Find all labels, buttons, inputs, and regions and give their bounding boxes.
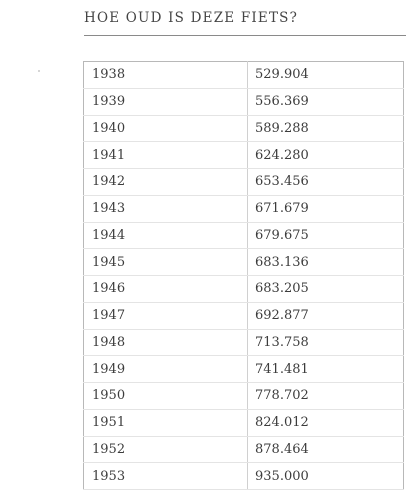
- year-cell: 1946: [84, 276, 248, 303]
- serial-number-cell: 778.702: [248, 383, 404, 410]
- year-cell: 1951: [84, 409, 248, 436]
- serial-number-cell: 624.280: [248, 142, 404, 169]
- serial-number-cell: 529.904: [248, 62, 404, 89]
- year-cell: 1949: [84, 356, 248, 383]
- serial-number-cell: 671.679: [248, 195, 404, 222]
- year-cell: 1939: [84, 88, 248, 115]
- table-row: [84, 329, 404, 356]
- year-cell: 1953: [84, 463, 248, 490]
- year-cell: 1940: [84, 115, 248, 142]
- table-row: [84, 356, 404, 383]
- table-row: [84, 195, 404, 222]
- serial-number-cell: 878.464: [248, 436, 404, 463]
- serial-number-cell: 741.481: [248, 356, 404, 383]
- year-cell: 1952: [84, 436, 248, 463]
- year-cell: 1938: [84, 62, 248, 89]
- year-cell: 1944: [84, 222, 248, 249]
- serial-number-cell: 683.136: [248, 249, 404, 276]
- year-cell: 1943: [84, 195, 248, 222]
- table-row: [84, 276, 404, 303]
- page-title: HOE OUD IS DEZE FIETS?: [84, 10, 299, 26]
- year-cell: 1950: [84, 383, 248, 410]
- serial-number-cell: 692.877: [248, 302, 404, 329]
- year-serial-table: [83, 61, 404, 490]
- table-row: [84, 436, 404, 463]
- table-row: [84, 62, 404, 89]
- year-cell: 1941: [84, 142, 248, 169]
- serial-number-cell: 679.675: [248, 222, 404, 249]
- page-speck: [38, 70, 40, 72]
- year-cell: 1948: [84, 329, 248, 356]
- serial-number-cell: 713.758: [248, 329, 404, 356]
- table-row: [84, 249, 404, 276]
- year-cell: 1947: [84, 302, 248, 329]
- serial-number-cell: 683.205: [248, 276, 404, 303]
- table-row: [84, 383, 404, 410]
- serial-number-cell: 589.288: [248, 115, 404, 142]
- table-row: [84, 302, 404, 329]
- title-divider: [84, 35, 406, 36]
- year-cell: 1942: [84, 169, 248, 196]
- table-row: [84, 169, 404, 196]
- table-row: [84, 463, 404, 490]
- table-row: [84, 115, 404, 142]
- serial-number-cell: 556.369: [248, 88, 404, 115]
- table-body: [84, 62, 404, 490]
- serial-number-cell: 824.012: [248, 409, 404, 436]
- serial-number-cell: 653.456: [248, 169, 404, 196]
- serial-number-cell: 935.000: [248, 463, 404, 490]
- table-row: [84, 222, 404, 249]
- table-row: [84, 409, 404, 436]
- year-cell: 1945: [84, 249, 248, 276]
- table-row: [84, 88, 404, 115]
- table-row: [84, 142, 404, 169]
